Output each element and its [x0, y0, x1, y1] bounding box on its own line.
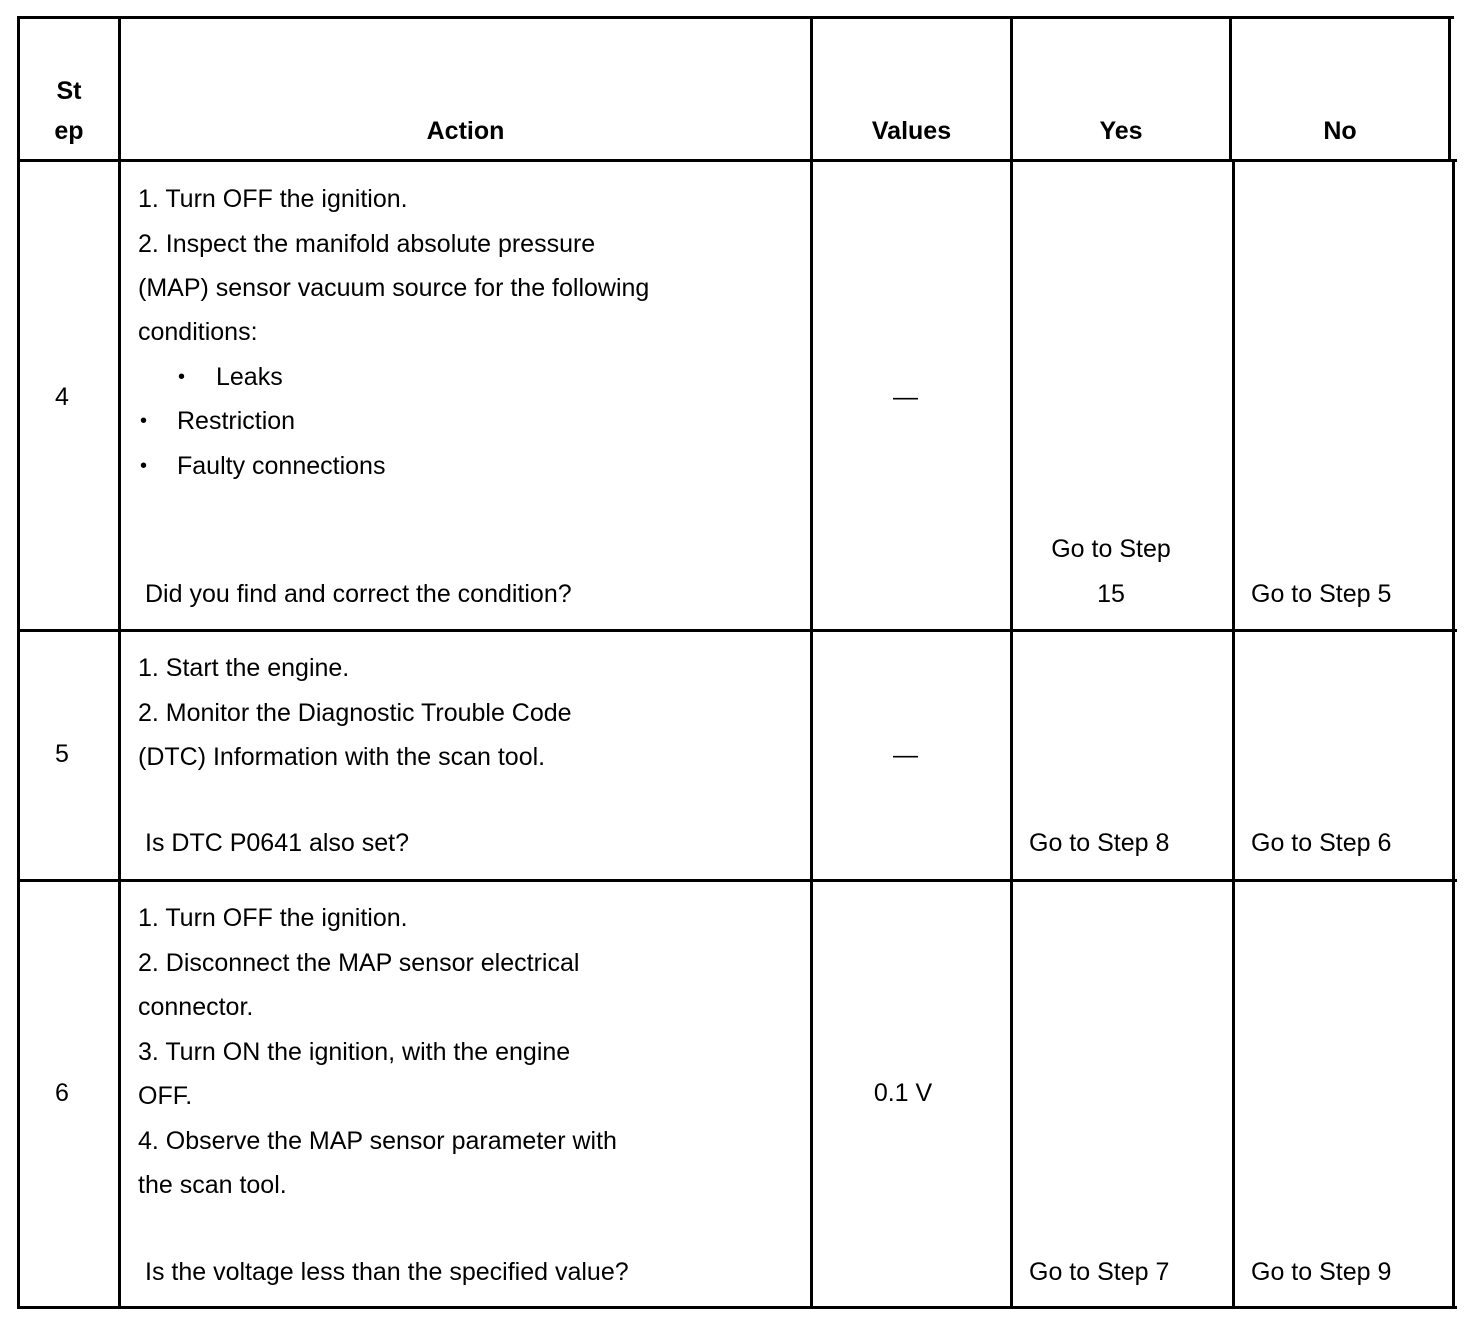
yes-cell-line2: 15 [1097, 580, 1125, 608]
value-cell: — [893, 741, 918, 769]
action-line: 1. Turn OFF the ignition. [138, 904, 408, 932]
bullet-icon: • [178, 366, 186, 388]
row-divider-5-6 [17, 879, 1457, 882]
no-cell: Go to Step 9 [1251, 1258, 1392, 1286]
yes-cell: Go to Step 7 [1029, 1258, 1170, 1286]
action-line: connector. [138, 993, 254, 1021]
action-line: (DTC) Information with the scan tool. [138, 743, 546, 771]
row-divider-4-5 [17, 629, 1457, 632]
table-border-left [17, 16, 20, 1309]
header-step-line1: St [56, 77, 82, 105]
action-bullet-item: Faulty connections [177, 452, 386, 480]
action-bullet-item: Leaks [216, 363, 283, 391]
header-step-line2: ep [54, 117, 84, 145]
step-number: 5 [55, 740, 69, 768]
col-divider-action [810, 16, 813, 1309]
header-values: Values [871, 117, 952, 145]
action-line: OFF. [138, 1082, 193, 1110]
action-line: 1. Turn OFF the ignition. [138, 185, 408, 213]
yes-cell: Go to Step 8 [1029, 829, 1170, 857]
header-divider [17, 159, 1457, 162]
no-cell: Go to Step 5 [1251, 580, 1392, 608]
col-divider-step [118, 16, 121, 1309]
no-cell: Go to Step 6 [1251, 829, 1392, 857]
action-line: 4. Observe the MAP sensor parameter with [138, 1127, 617, 1155]
col-divider-yes-body [1232, 159, 1235, 1309]
action-line: the scan tool. [138, 1171, 287, 1199]
action-line: conditions: [138, 318, 258, 346]
action-line: (MAP) sensor vacuum source for the following [138, 274, 650, 302]
bullet-icon: • [140, 410, 148, 432]
table-border-right-body [1452, 159, 1455, 1309]
header-yes: Yes [1099, 117, 1143, 145]
bullet-icon: • [140, 455, 148, 477]
table-border-bottom [17, 1306, 1457, 1309]
step-number: 4 [55, 383, 69, 411]
action-question: Is the voltage less than the specified value? [145, 1258, 629, 1286]
action-line: 2. Disconnect the MAP sensor electrical [138, 949, 580, 977]
step-number: 6 [55, 1079, 69, 1107]
table-border-top [17, 16, 1454, 19]
action-line: 3. Turn ON the ignition, with the engine [138, 1038, 571, 1066]
header-action: Action [426, 117, 505, 145]
value-cell: — [893, 383, 918, 411]
header-no: No [1323, 117, 1357, 145]
action-line: 2. Inspect the manifold absolute pressure [138, 230, 596, 258]
value-cell: 0.1 V [873, 1079, 933, 1107]
action-question: Is DTC P0641 also set? [145, 829, 410, 857]
col-divider-values [1010, 16, 1013, 1309]
action-line: 2. Monitor the Diagnostic Trouble Code [138, 699, 572, 727]
action-bullet-item: Restriction [177, 407, 296, 435]
action-question: Did you find and correct the condition? [145, 580, 572, 608]
yes-cell-line1: Go to Step [1051, 535, 1171, 563]
table-border-right-header [1448, 16, 1451, 162]
action-line: 1. Start the engine. [138, 654, 350, 682]
